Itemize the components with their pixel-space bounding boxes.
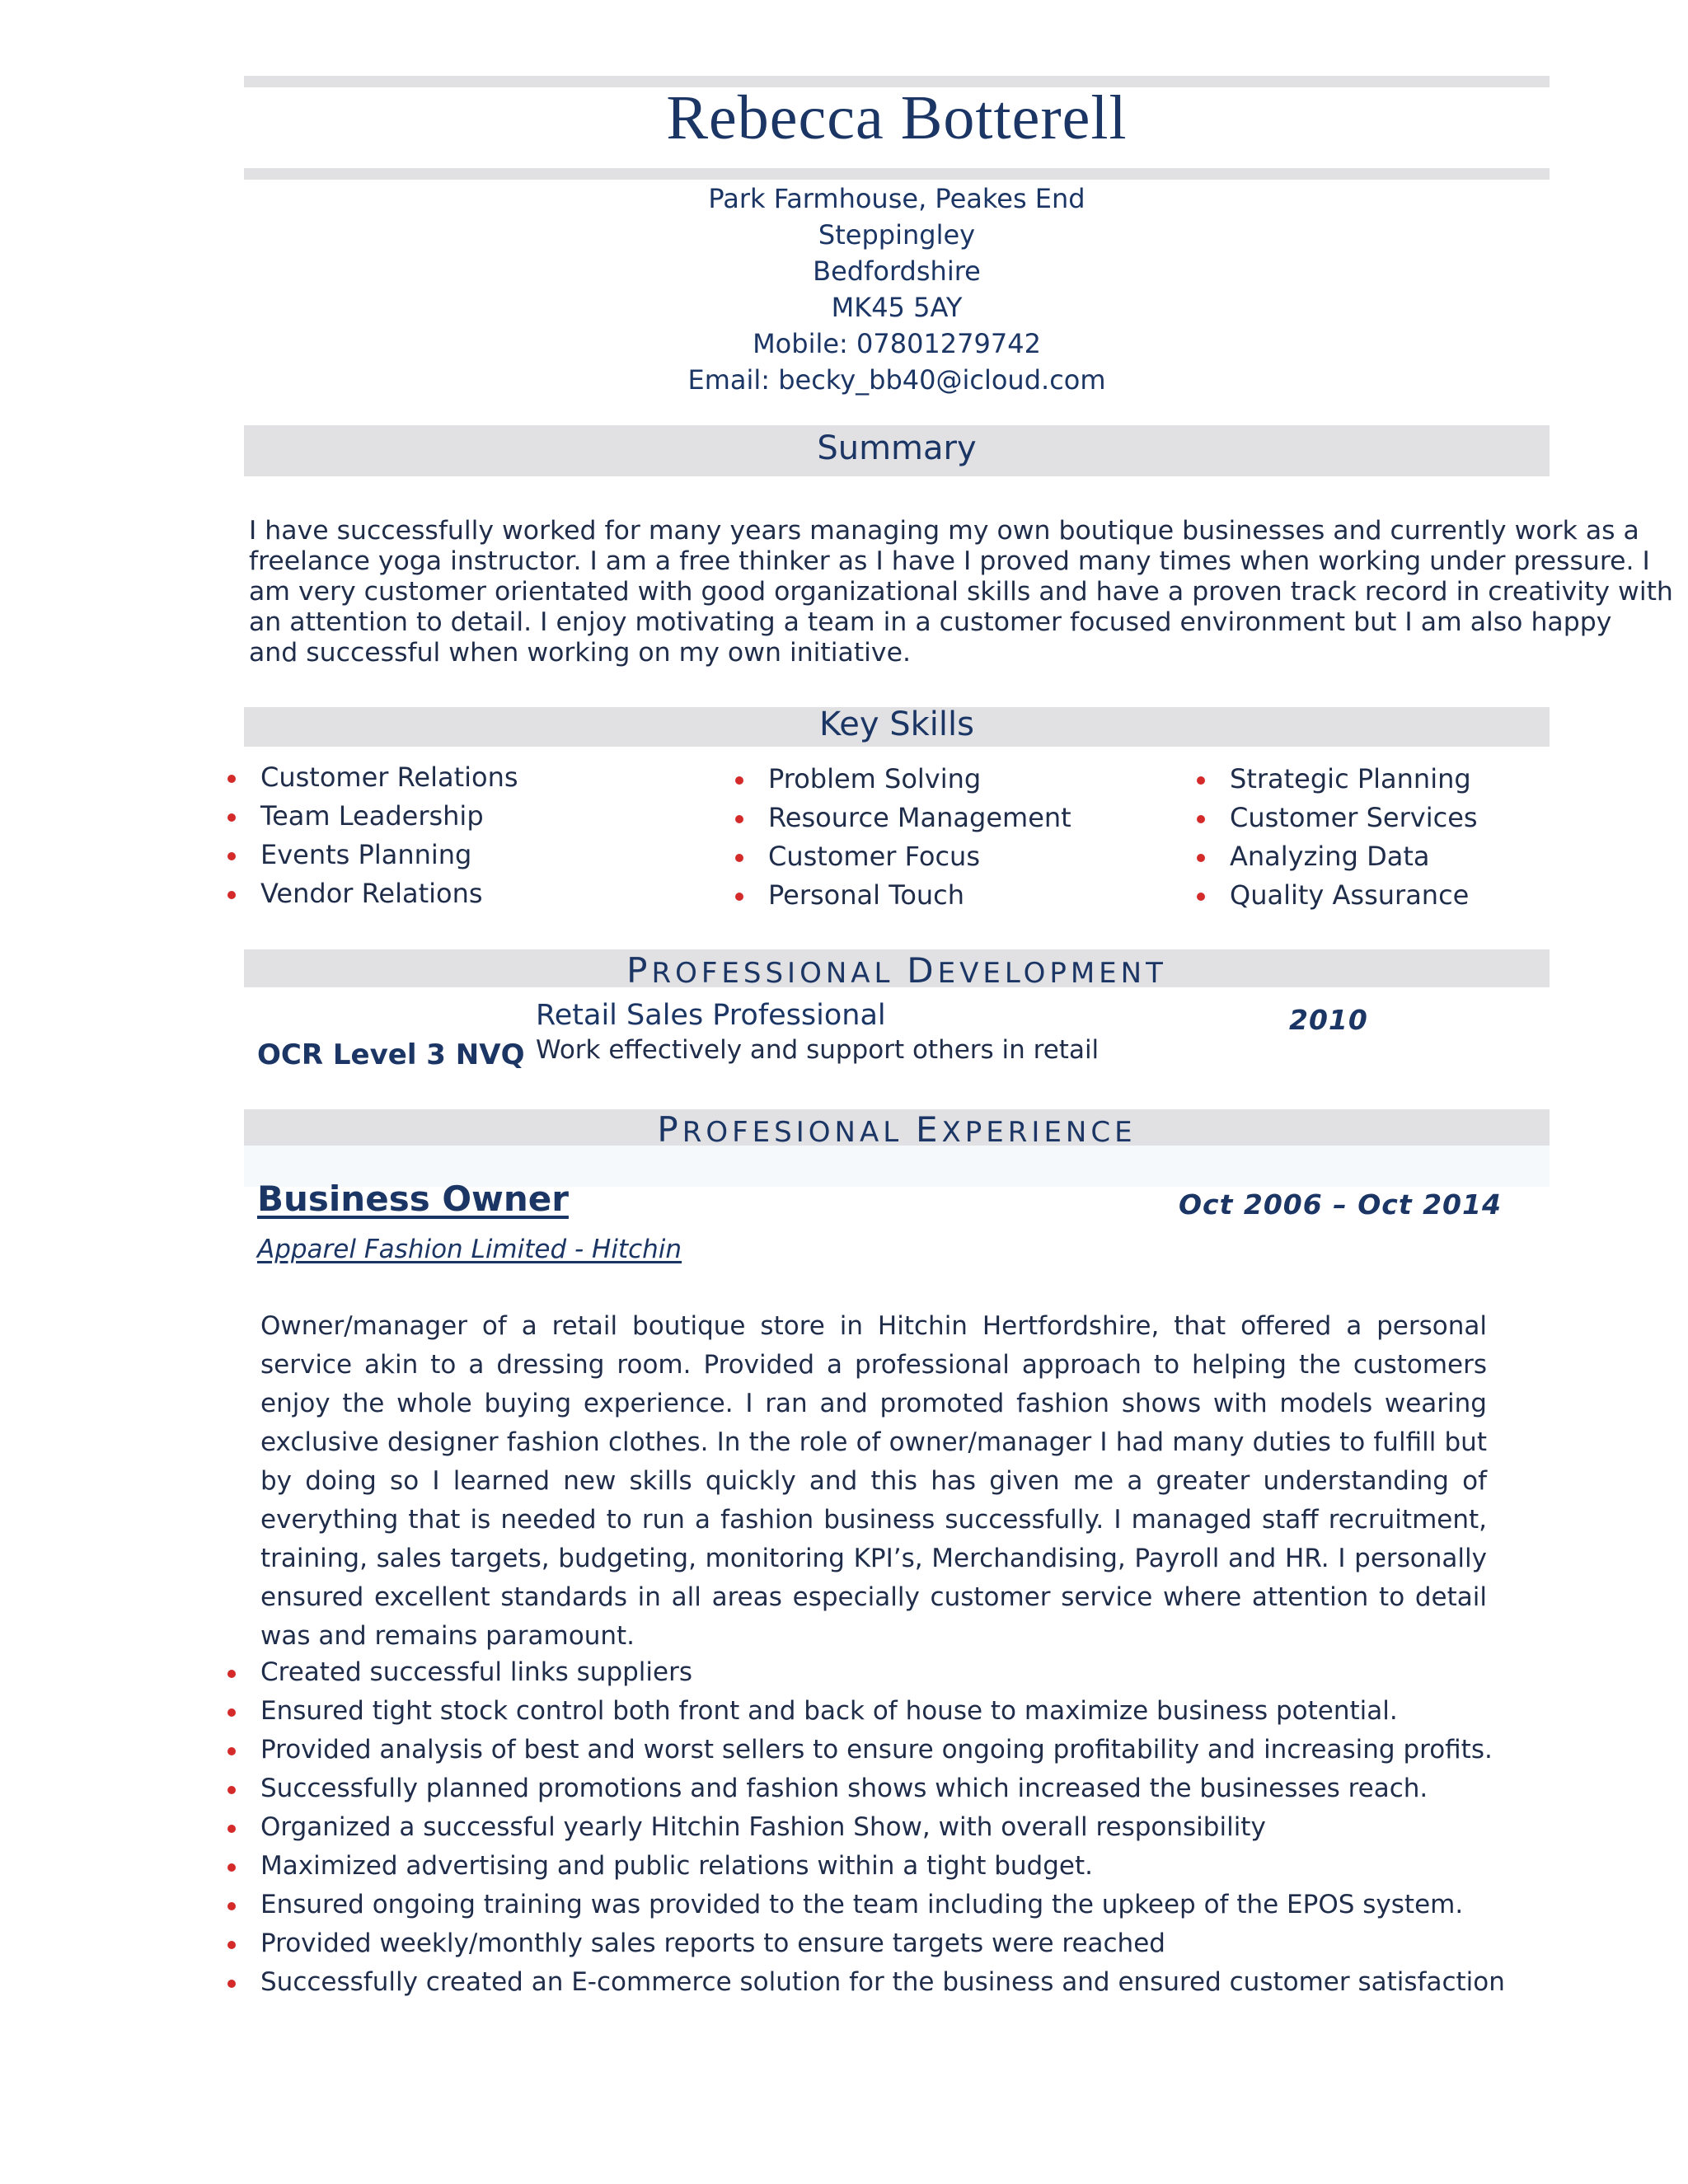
skill-item (735, 876, 1071, 915)
summary-line: an attention to detail. I enjoy motivating a team in a customer focused environment but I am also happy (249, 607, 1612, 637)
skill-label: Customer Services (1230, 802, 1478, 833)
bullet-icon (735, 776, 743, 785)
skill-item (1197, 876, 1478, 915)
skill-label: Customer Focus (768, 841, 980, 872)
skill-label: Customer Relations (260, 762, 518, 793)
skill-item (1197, 760, 1478, 799)
achievement-text: Maximized advertising and public relations within a tight budget. (260, 1851, 1093, 1881)
job-dates: Oct 2006 – Oct 2014 (1179, 1188, 1502, 1221)
key-skills-heading: Key Skills (819, 705, 974, 743)
skill-item (735, 799, 1071, 837)
bullet-icon (735, 893, 743, 901)
bullet-icon (1197, 815, 1205, 823)
summary-text (249, 516, 1673, 668)
postcode: MK45 5AY (831, 292, 963, 323)
bullet-icon (227, 1902, 236, 1910)
list-item (227, 1963, 1505, 2002)
skill-label: Quality Assurance (1230, 879, 1470, 911)
skill-item (1197, 837, 1478, 876)
achievement-text: Provided analysis of best and worst sellers to ensure ongoing profitability and increasing profits. (260, 1735, 1493, 1765)
bullet-icon (227, 1670, 236, 1678)
summary-line: freelance yoga instructor. I am a free thinker as I have I proved many times when working under pressure. I (249, 546, 1650, 576)
bullet-icon (227, 1941, 236, 1949)
summary-line: I have successfully worked for many years managing my own boutique businesses and currently work as a (249, 516, 1639, 546)
summary-heading: Summary (817, 429, 977, 467)
email-address: Email: becky_bb40@icloud.com (687, 364, 1106, 396)
skill-label: Resource Management (768, 802, 1071, 833)
skill-label: Team Leadership (260, 800, 484, 832)
skill-label: Personal Touch (768, 879, 965, 911)
summary-line: am very customer orientated with good organizational skills and have a proven track record in creativity with (249, 577, 1673, 607)
heading-rest: XPERIENCE (941, 1116, 1137, 1149)
list-item (227, 1886, 1505, 1924)
bullet-icon (735, 815, 743, 823)
list-item (227, 1924, 1505, 1963)
address-line-1: Park Farmhouse, Peakes End (708, 183, 1085, 214)
heading-initial: P (657, 1109, 682, 1150)
skill-label: Analyzing Data (1230, 841, 1430, 872)
address-line-3: Bedfordshire (813, 255, 981, 287)
experience-heading (244, 1109, 1550, 1150)
course-year: 2010 (1289, 1004, 1368, 1036)
skill-label: Events Planning (260, 839, 472, 870)
skill-item (735, 837, 1071, 876)
bullet-icon (227, 1863, 236, 1872)
heading-initial: E (915, 1109, 942, 1150)
development-heading (244, 950, 1550, 991)
list-item (227, 1731, 1505, 1769)
achievement-text: Created successful links suppliers (260, 1657, 693, 1687)
heading-rest: ROFESIONAL (682, 1116, 916, 1149)
achievement-text: Organized a successful yearly Hitchin Fashion Show, with overall responsibility (260, 1812, 1266, 1842)
achievement-text: Ensured ongoing training was provided to the team including the upkeep of the EPOS system. (260, 1890, 1464, 1919)
course-title: Retail Sales Professional (536, 999, 886, 1032)
list-item (227, 1692, 1505, 1731)
mobile-number: Mobile: 07801279742 (753, 328, 1041, 359)
skill-item (227, 874, 518, 913)
job-description: Owner/manager of a retail boutique store in Hitchin Hertfordshire, that offered a personal service akin to a dressing room. Provided a professional approach to helping the customers enjoy the whole buying experience. I ran and promoted fashion shows with models wearing exclusive designer fashion clothes. In the role of owner/manager I had many duties to fulfill but by doing so I learned new skills quickly and this has given me a greater understanding of everything that is needed to run a fashion business successfully. I managed staff recruitment, training, sales targets, budgeting, monitoring KPI’s, Merchandising, Payroll and HR. I personally ensured excellent standards in all areas especially customer service where attention to detail was and remains paramount. (260, 1311, 1487, 1651)
bullet-icon (1197, 854, 1205, 862)
skills-column-3 (1197, 760, 1478, 915)
skill-item (227, 836, 518, 874)
bullet-icon (227, 813, 236, 822)
bullet-icon (227, 1786, 236, 1794)
bullet-icon (227, 1825, 236, 1833)
achievements-list (227, 1653, 1505, 2002)
heading-initial: D (907, 950, 938, 991)
heading-rest: ROFESSIONAL (651, 957, 907, 990)
bullet-icon (1197, 776, 1205, 785)
bullet-icon (227, 1708, 236, 1717)
course-description: Work effectively and support others in retail (536, 1035, 1100, 1065)
heading-rest: EVELOPMENT (937, 957, 1167, 990)
skill-item (227, 758, 518, 797)
achievement-text: Ensured tight stock control both front and back of house to maximize business potential. (260, 1696, 1398, 1726)
skills-column-1 (227, 758, 518, 913)
achievement-text: Successfully planned promotions and fashion shows which increased the businesses reach. (260, 1774, 1428, 1803)
list-item (227, 1847, 1505, 1886)
bullet-icon (227, 852, 236, 860)
skill-item (227, 797, 518, 836)
skill-item (1197, 799, 1478, 837)
qualification-name: OCR Level 3 NVQ (257, 1038, 525, 1071)
job-title: Business Owner (257, 1179, 569, 1219)
skill-label: Vendor Relations (260, 878, 483, 909)
skill-label: Strategic Planning (1230, 763, 1471, 794)
candidate-name: Rebecca Botterell (666, 83, 1128, 152)
bullet-icon (1197, 893, 1205, 901)
skills-column-2 (735, 760, 1071, 915)
list-item (227, 1653, 1505, 1692)
company-name: Apparel Fashion Limited - Hitchin (257, 1235, 682, 1264)
achievement-text: Provided weekly/monthly sales reports to ensure targets were reached (260, 1929, 1165, 1958)
achievement-text: Successfully created an E-commerce solution for the business and ensured customer satisfaction (260, 1967, 1505, 1997)
skill-label: Problem Solving (768, 763, 982, 794)
bullet-icon (227, 891, 236, 899)
heading-initial: P (626, 950, 652, 991)
bullet-icon (227, 1980, 236, 1988)
list-item (227, 1808, 1505, 1847)
bullet-icon (227, 775, 236, 783)
list-item (227, 1769, 1505, 1808)
bullet-icon (227, 1747, 236, 1755)
bullet-icon (735, 854, 743, 862)
summary-line: and successful when working on my own initiative. (249, 638, 911, 668)
header-bottom-rule (244, 168, 1550, 180)
address-line-2: Steppingley (818, 219, 976, 251)
skill-item (735, 760, 1071, 799)
